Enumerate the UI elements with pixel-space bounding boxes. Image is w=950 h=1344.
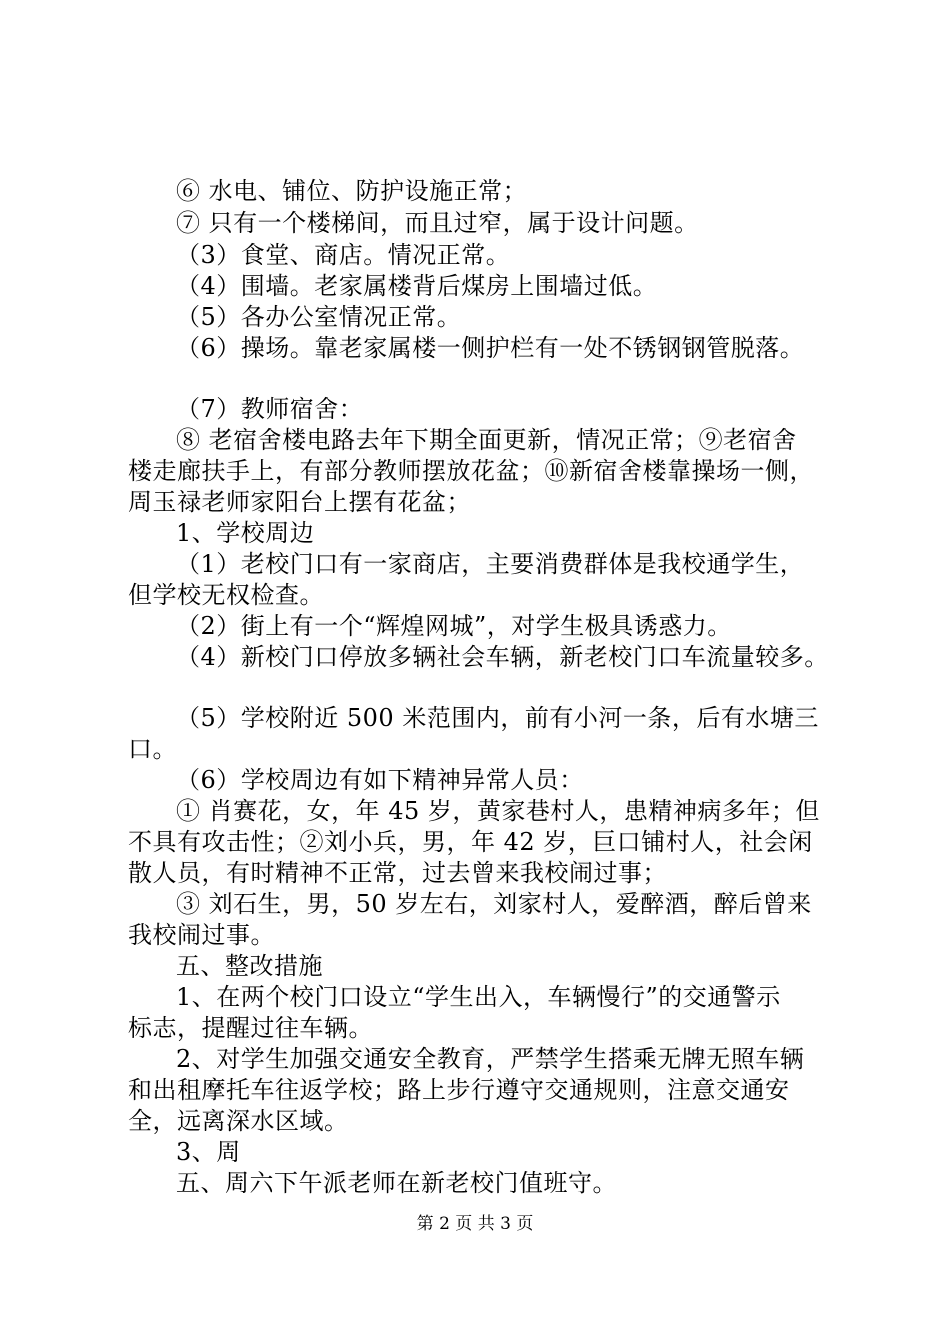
text-line: 不具有攻击性；②刘小兵，男，年 42 岁，巨口铺村人，社会闲 xyxy=(128,828,813,856)
text-line: ⑥ 水电、铺位、防护设施正常； xyxy=(176,177,528,205)
text-line: 1、在两个校门口设立“学生出入，车辆慢行”的交通警示 xyxy=(176,983,781,1011)
text-line: 标志，提醒过往车辆。 xyxy=(128,1014,373,1042)
text-line: （6）操场。靠老家属楼一侧护栏有一处不锈钢钢管脱落。 xyxy=(176,334,805,362)
text-line: （3）食堂、商店。情况正常。 xyxy=(176,241,511,269)
text-line: （2）街上有一个“辉煌网城”，对学生极具诱惑力。 xyxy=(176,612,732,640)
text-line: （4）围墙。老家属楼背后煤房上围墙过低。 xyxy=(176,272,658,300)
text-line: ① 肖赛花，女，年 45 岁，黄家巷村人，患精神病多年；但 xyxy=(176,797,820,825)
section-heading: 五、整改措施 xyxy=(176,952,323,980)
text-line: 和出租摩托车往返学校；路上步行遵守交通规则，注意交通安 xyxy=(128,1076,790,1104)
text-line: （1）老校门口有一家商店，主要消费群体是我校通学生， xyxy=(176,550,805,578)
text-line: 周玉禄老师家阳台上摆有花盆； xyxy=(128,488,471,516)
text-line: 散人员，有时精神不正常，过去曾来我校闹过事； xyxy=(128,859,667,887)
text-line: 五、周六下午派老师在新老校门值班守。 xyxy=(176,1169,617,1197)
text-line: （4）新校门口停放多辆社会车辆，新老校门口车流量较多。 xyxy=(176,643,829,671)
text-line: 2、对学生加强交通安全教育，严禁学生搭乘无牌无照车辆 xyxy=(176,1045,805,1073)
text-line: 楼走廊扶手上，有部分教师摆放花盆；⑩新宿舍楼靠操场一侧， xyxy=(128,457,814,485)
text-line: 我校闹过事。 xyxy=(128,921,275,949)
text-line: ③ 刘石生，男，50 岁左右，刘家村人，爱醉酒，醉后曾来 xyxy=(176,890,812,918)
text-line: 但学校无权检查。 xyxy=(128,581,324,609)
text-line: ⑦ 只有一个楼梯间，而且过窄，属于设计问题。 xyxy=(176,209,699,237)
text-line: （5）各办公室情况正常。 xyxy=(176,303,462,331)
text-line: 全，远离深水区域。 xyxy=(128,1107,349,1135)
text-line: 3、周 xyxy=(176,1138,241,1166)
text-line: ⑧ 老宿舍楼电路去年下期全面更新，情况正常；⑨老宿舍 xyxy=(176,426,797,454)
text-line: 口。 xyxy=(128,735,177,763)
text-line: 1、学校周边 xyxy=(176,519,315,547)
text-line: （5）学校附近 500 米范围内，前有小河一条，后有水塘三 xyxy=(176,704,819,732)
page-footer: 第 2 页 共 3 页 xyxy=(416,1214,534,1234)
text-line: （7）教师宿舍： xyxy=(176,395,364,423)
text-line: （6）学校周边有如下精神异常人员： xyxy=(176,766,584,794)
